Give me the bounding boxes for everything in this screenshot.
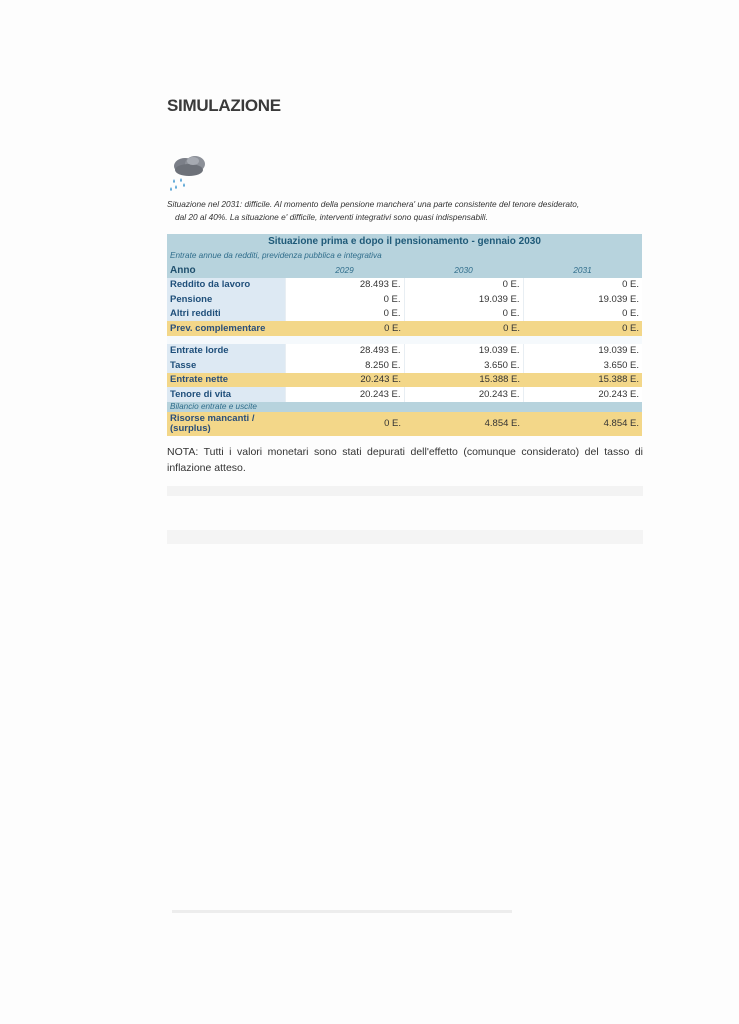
row-value: 19.039 E. (404, 344, 523, 359)
row-label: Entrate nette (167, 373, 285, 388)
row-value: 19.039 E. (523, 292, 642, 307)
row-label: Prev. complementare (167, 321, 285, 336)
row-value: 3.650 E. (404, 358, 523, 373)
row-value: 19.039 E. (523, 344, 642, 359)
row-value: 4.854 E. (523, 412, 642, 436)
row-value: 3.650 E. (523, 358, 642, 373)
row-value: 20.243 E. (285, 373, 404, 388)
table-row (167, 387, 642, 402)
row-value: 0 E. (404, 307, 523, 322)
bleed-through-block (167, 486, 643, 496)
row-value: 20.243 E. (523, 387, 642, 402)
situation-line-1: Situazione nel 2031: difficile. Al momento della pensione manchera' una parte consistente del tenore desiderato, (167, 199, 580, 209)
year-2030: 2030 (404, 263, 523, 278)
situation-line-2: dal 20 al 40%. La situazione e' difficile, interventi integrativi sono quasi indispensabili. (175, 212, 488, 222)
row-value: 20.243 E. (404, 387, 523, 402)
row-value: 28.493 E. (285, 344, 404, 359)
table-subtitle: Entrate annue da redditi, previdenza pubblica e integrativa (167, 249, 642, 264)
row-label: Altri redditi (167, 307, 285, 322)
nota-text: NOTA: Tutti i valori monetari sono stati depurati dell'effetto (comunque considerato) del tasso di inflazione atteso. (167, 446, 643, 474)
row-label: Reddito da lavoro (167, 278, 285, 293)
table-row (167, 344, 642, 359)
bleed-through-block (167, 530, 643, 544)
row-value: 20.243 E. (285, 387, 404, 402)
row-value: 0 E. (285, 292, 404, 307)
simulation-table (167, 234, 642, 436)
row-value: 0 E. (523, 321, 642, 336)
row-value: 15.388 E. (523, 373, 642, 388)
bilancio-label: Bilancio entrate e uscite (167, 402, 642, 412)
table-row (167, 307, 642, 322)
year-label: Anno (167, 263, 285, 278)
row-spacer (167, 336, 642, 344)
row-value: 0 E. (404, 321, 523, 336)
rain-cloud-icon (167, 152, 211, 194)
bleed-through-line (172, 910, 512, 913)
row-value: 0 E. (404, 278, 523, 293)
row-label: Risorse mancanti / (surplus) (167, 412, 285, 436)
table-row (167, 373, 642, 388)
table-row (167, 292, 642, 307)
row-value: 4.854 E. (404, 412, 523, 436)
row-value: 0 E. (285, 412, 404, 436)
row-label: Tenore di vita (167, 387, 285, 402)
row-value: 0 E. (523, 307, 642, 322)
row-value: 0 E. (523, 278, 642, 293)
situation-description (167, 198, 642, 224)
table-row (167, 412, 642, 436)
row-label: Pensione (167, 292, 285, 307)
row-value: 19.039 E. (404, 292, 523, 307)
year-2031: 2031 (523, 263, 642, 278)
row-value: 15.388 E. (404, 373, 523, 388)
table-row (167, 321, 642, 336)
year-2029: 2029 (285, 263, 404, 278)
table-row (167, 278, 642, 293)
row-label: Tasse (167, 358, 285, 373)
row-label: Entrate lorde (167, 344, 285, 359)
row-value: 8.250 E. (285, 358, 404, 373)
row-value: 28.493 E. (285, 278, 404, 293)
page-title: SIMULAZIONE (167, 96, 281, 115)
table-title: Situazione prima e dopo il pensionamento - gennaio 2030 (167, 234, 642, 249)
table-row (167, 358, 642, 373)
row-value: 0 E. (285, 307, 404, 322)
row-value: 0 E. (285, 321, 404, 336)
